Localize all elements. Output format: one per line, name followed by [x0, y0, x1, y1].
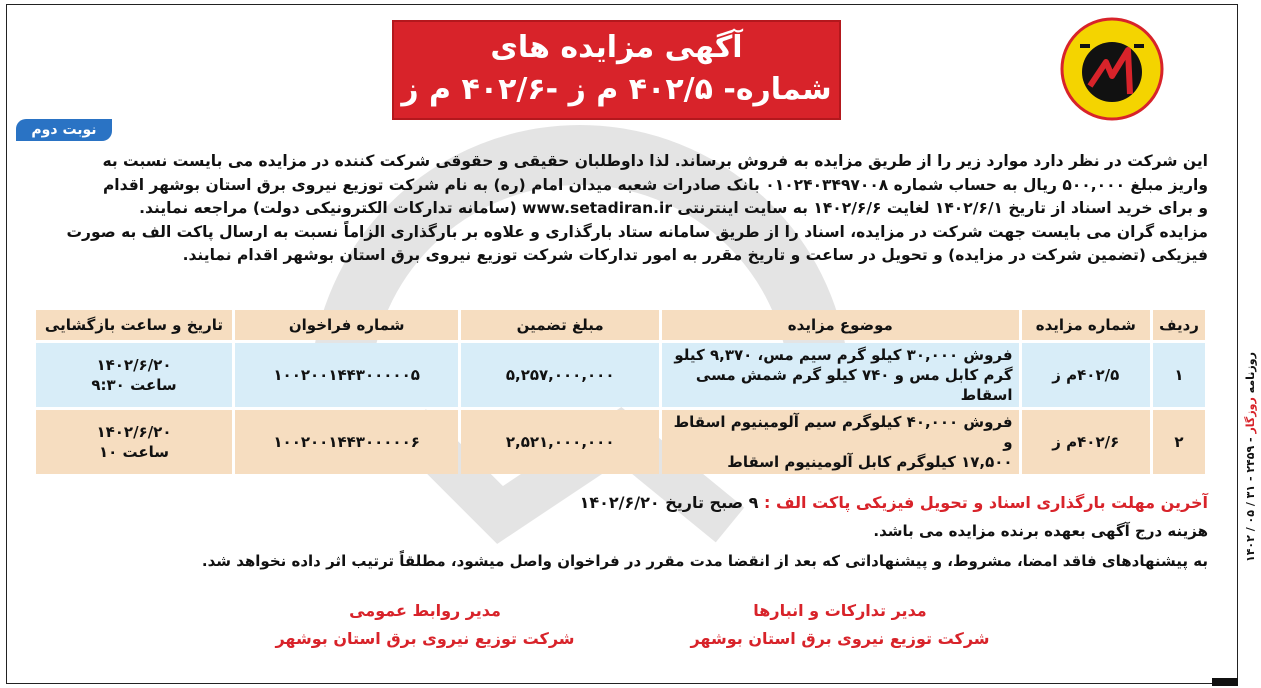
intro-line: و برای خرید اسناد از تاریخ ۱۴۰۲/۶/۱ لغایت ۱۴۰۲/۶/۶ به سایت اینترنتی www.setadiran.ir (سامانه تدارکات الکترونیکی دولت) مراجعه نمایند. [139, 199, 1208, 217]
signature-title: مدیر تدارکات و انبارها [753, 601, 927, 620]
company-logo [1050, 14, 1170, 124]
title-banner [392, 20, 841, 120]
time-value: ساعت ۹:۳۰ [91, 376, 177, 394]
signature-org: شرکت توزیع نیروی برق استان بوشهر [690, 629, 990, 648]
cell-subject [662, 343, 1019, 407]
cell-index: ۲ [1153, 410, 1205, 474]
cell-guarantee: ۵,۲۵۷,۰۰۰,۰۰۰ [461, 343, 659, 407]
cell-number: ۴۰۲/۵م ز [1022, 343, 1150, 407]
col-date: تاریخ و ساعت بازگشایی [36, 310, 232, 340]
deadline-label: آخرین مهلت بارگذاری اسناد و تحویل فیزیکی پاکت الف : [763, 493, 1208, 512]
signature-procurement [690, 597, 990, 653]
deadline-value: ۹ صبح تاریخ ۱۴۰۲/۶/۲۰ [579, 493, 759, 512]
cell-date [36, 410, 232, 474]
newspaper-label: روزنامه [1244, 352, 1257, 394]
deadline-line [580, 493, 1208, 512]
cell-guarantee: ۲,۵۲۱,۰۰۰,۰۰۰ [461, 410, 659, 474]
col-call-number: شماره فراخوان [235, 310, 458, 340]
issue-info: - ۲۴۵۹ - ۳۱ / ۰۵ / ۱۴۰۲ [1244, 437, 1257, 562]
signature-public-relations [275, 597, 575, 653]
time-value: ساعت ۱۰ [98, 443, 169, 461]
title-line-2: شماره- ۴۰۲/۵ م ز -۴۰۲/۶ م ز [401, 72, 832, 107]
subject-line: گرم کابل مس و ۷۴۰ کیلو گرم شمش مسی اسقاط [695, 366, 1013, 404]
title-line-1: آگهی مزایده های [490, 30, 743, 65]
intro-line: فیزیکی (تضمین شرکت در مزایده) و تحویل در ساعت و تاریخ مقرر به امور تدارکات شرکت توزیع نیروی برق استان بوشهر اقدام نمایند. [182, 246, 1208, 264]
subject-line: ۱۷,۵۰۰ کیلوگرم کابل آلومینیوم اسقاط [727, 453, 1013, 471]
cell-call-number: ۱۰۰۲۰۰۱۴۴۳۰۰۰۰۰۶ [235, 410, 458, 474]
newspaper-credit [1244, 352, 1260, 602]
rejection-note: به پیشنهادهای فاقد امضا، مشروط، و پیشنهاداتی که بعد از انقضا مدت مقرر در فراخوان واصل میشود، مطلقاً ترتیب اثر داده نخواهد شد. [201, 552, 1208, 570]
cost-note: هزینه درج آگهی بعهده برنده مزایده می باشد. [873, 522, 1208, 540]
subject-line: فروش ۴۰,۰۰۰ کیلوگرم سیم آلومینیوم اسقاط و [673, 413, 1013, 451]
col-subject: موضوع مزایده [662, 310, 1019, 340]
col-number: شماره مزایده [1022, 310, 1150, 340]
newspaper-name: روزگار [1244, 397, 1257, 434]
subject-line: فروش ۳۰,۰۰۰ کیلو گرم سیم مس، ۹,۳۷۰ کیلو [674, 346, 1013, 364]
intro-line: واریز مبلغ ۵۰۰,۰۰۰ ریال به حساب شماره ۰۱۰۲۴۰۳۴۹۷۰۰۸ بانک صادرات شعبه میدان امام (ره) به نام شرکت توزیع نیروی برق استان بوشهر اقدام [102, 175, 1208, 194]
cell-subject [662, 410, 1019, 474]
date-value: ۱۴۰۲/۶/۲۰ [96, 423, 172, 441]
table-row [36, 410, 1205, 474]
col-guarantee: مبلغ تضمین [461, 310, 659, 340]
intro-line: این شرکت در نظر دارد موارد زیر را از طریق مزایده به فروش برساند. لذا داوطلبان حقیقی و حقوقی شرکت کننده در مزایده می بایست نسبت به [102, 152, 1208, 170]
cell-number: ۴۰۲/۶م ز [1022, 410, 1150, 474]
cell-index: ۱ [1153, 343, 1205, 407]
signature-title: مدیر روابط عمومی [349, 601, 501, 620]
cell-call-number: ۱۰۰۲۰۰۱۴۴۳۰۰۰۰۰۵ [235, 343, 458, 407]
round-badge: نوبت دوم [16, 119, 112, 141]
intro-paragraph [18, 150, 1208, 268]
cell-date [36, 343, 232, 407]
col-index: ردیف [1153, 310, 1205, 340]
intro-line: مزایده گران می بایست جهت شرکت در مزایده، اسناد را از طریق سامانه ستاد بارگذاری و علاوه بر بارگذاری الزاماً نسبت به ارسال پاکت الف به صورت [66, 222, 1208, 241]
auction-table [33, 307, 1208, 477]
date-value: ۱۴۰۲/۶/۲۰ [96, 356, 172, 374]
signature-org: شرکت توزیع نیروی برق استان بوشهر [275, 629, 575, 648]
table-row [36, 343, 1205, 407]
corner-mark [1212, 678, 1238, 686]
table-header-row [36, 310, 1205, 340]
